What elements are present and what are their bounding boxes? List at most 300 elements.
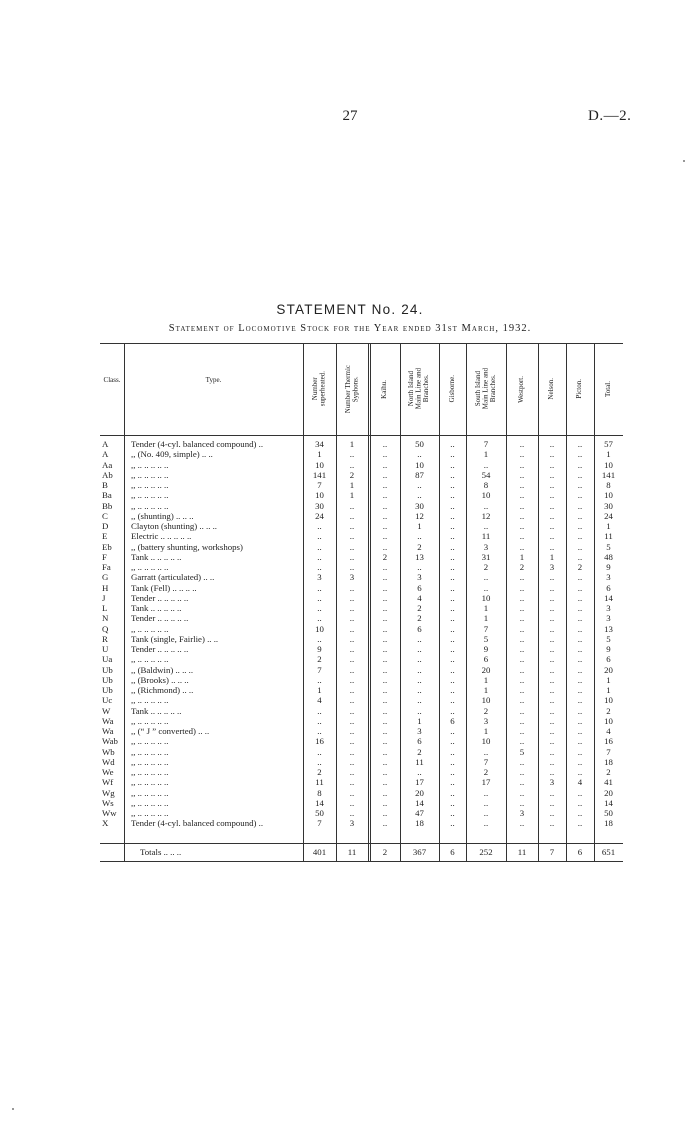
row-thermic: .. <box>349 582 355 593</box>
row-picton: .. <box>577 746 583 757</box>
row-class: Wf <box>102 777 114 788</box>
totals-label: Totals .. .. .. <box>140 847 182 857</box>
row-kaihu: .. <box>382 695 388 706</box>
row-picton: 2 <box>577 562 583 572</box>
row-kaihu: .. <box>382 449 388 460</box>
row-south-island: 7 <box>483 623 489 634</box>
row-kaihu: .. <box>382 685 388 695</box>
row-westport: .. <box>519 582 525 593</box>
row-class: A <box>102 449 109 460</box>
row-type: Electric .. .. .. .. .. <box>131 531 192 542</box>
row-nelson: .. <box>549 818 555 829</box>
row-type: ,, .. .. .. .. .. <box>131 756 169 767</box>
row-westport: .. <box>519 510 525 521</box>
row-type: ,, .. .. .. .. .. <box>131 695 169 706</box>
row-north-island: .. <box>417 449 422 460</box>
row-westport: .. <box>519 603 525 613</box>
row-thermic: .. <box>349 746 355 757</box>
table-row <box>100 706 623 716</box>
row-north-island: .. <box>417 531 422 542</box>
row-thermic: .. <box>349 767 355 777</box>
row-nelson: .. <box>549 715 555 726</box>
row-westport: .. <box>519 644 525 654</box>
table-row <box>100 736 623 746</box>
row-class: X <box>102 818 109 829</box>
row-thermic: 1 <box>349 490 355 501</box>
row-superheated: 10 <box>315 490 324 501</box>
row-gisborne: .. <box>450 521 455 531</box>
row-type: ,, (“ J ” converted) .. .. <box>131 726 210 736</box>
row-nelson: .. <box>549 613 555 624</box>
row-south-island: 2 <box>483 705 489 716</box>
table-row <box>100 583 623 593</box>
table-row <box>100 449 623 459</box>
row-westport: .. <box>519 654 525 665</box>
row-north-island: 3 <box>417 726 422 736</box>
row-north-island: 10 <box>415 459 424 470</box>
row-thermic: .. <box>349 777 355 788</box>
row-class: R <box>102 633 108 644</box>
row-gisborne: .. <box>450 685 455 695</box>
row-total: 18 <box>604 818 613 829</box>
row-gisborne: .. <box>450 531 455 542</box>
row-south-island: 1 <box>483 603 489 613</box>
row-nelson: .. <box>549 521 555 531</box>
row-north-island: 1 <box>417 521 422 531</box>
row-thermic: .. <box>349 726 355 736</box>
row-type: ,, (Richmond) .. .. <box>131 685 194 695</box>
row-picton: .. <box>577 469 583 480</box>
row-north-island: 30 <box>415 500 424 511</box>
row-superheated: 16 <box>315 736 324 747</box>
row-thermic: .. <box>349 654 355 665</box>
row-north-island: 20 <box>415 787 424 798</box>
row-thermic: .. <box>349 531 355 542</box>
row-north-island: 47 <box>415 808 424 818</box>
row-south-island: 1 <box>483 613 489 624</box>
table-row <box>100 603 623 613</box>
row-picton: .. <box>577 449 583 460</box>
row-nelson: .. <box>549 469 555 480</box>
row-south-island: 17 <box>481 777 491 788</box>
row-picton: .. <box>577 459 583 470</box>
row-nelson: .. <box>549 603 555 613</box>
row-south-island: .. <box>483 521 489 531</box>
row-westport: .. <box>519 633 525 644</box>
row-westport: .. <box>519 490 525 501</box>
row-north-island: 50 <box>415 439 424 449</box>
row-westport: .. <box>519 531 525 542</box>
row-gisborne: .. <box>450 808 455 818</box>
row-superheated: .. <box>317 592 322 603</box>
row-gisborne: .. <box>450 490 455 501</box>
row-westport: .. <box>519 705 525 716</box>
row-nelson: 3 <box>549 777 555 788</box>
row-type: Tank .. .. .. .. .. <box>131 603 182 613</box>
row-thermic: .. <box>349 541 355 552</box>
table-row <box>100 470 623 480</box>
row-nelson: .. <box>549 572 555 583</box>
row-kaihu: .. <box>382 480 388 490</box>
totals-nelson: 7 <box>549 847 555 857</box>
row-thermic: .. <box>349 521 355 531</box>
row-total: 4 <box>606 726 611 736</box>
row-north-island: .. <box>417 695 422 706</box>
table-header-rule <box>100 435 623 436</box>
totals-row <box>100 846 623 858</box>
row-north-island: 87 <box>415 469 424 480</box>
row-picton: .. <box>577 582 583 593</box>
totals-westport: 11 <box>517 847 527 857</box>
row-south-island: .. <box>483 818 489 829</box>
row-nelson: .. <box>549 674 555 685</box>
row-class: Wa <box>102 726 114 736</box>
row-south-island: 1 <box>483 449 489 460</box>
row-westport: .. <box>519 695 525 706</box>
row-kaihu: .. <box>382 562 388 572</box>
table-row <box>100 531 623 541</box>
row-type: ,, .. .. .. .. .. <box>131 500 169 511</box>
table-row <box>100 808 623 818</box>
row-kaihu: .. <box>382 582 388 593</box>
row-north-island: 11 <box>415 756 424 767</box>
row-class: Ba <box>102 490 112 501</box>
row-type: Tank .. .. .. .. .. <box>131 551 182 562</box>
row-class: H <box>102 582 109 593</box>
totals-superheated: 401 <box>312 847 327 857</box>
row-kaihu: .. <box>382 500 388 511</box>
row-class: G <box>102 572 109 583</box>
row-total: 10 <box>604 715 613 726</box>
table-row <box>100 624 623 634</box>
row-picton: .. <box>577 490 583 501</box>
row-gisborne: .. <box>450 633 455 644</box>
row-type: Tender .. .. .. .. .. <box>131 592 189 603</box>
row-thermic: .. <box>349 592 355 603</box>
row-thermic: .. <box>349 500 355 511</box>
row-north-island: 12 <box>415 510 424 521</box>
row-superheated: 1 <box>317 449 322 460</box>
row-type: ,, (battery shunting, workshops) <box>131 541 243 552</box>
row-south-island: 10 <box>481 736 491 747</box>
row-type: Clayton (shunting) .. .. .. <box>131 521 218 531</box>
row-thermic: 3 <box>349 818 355 829</box>
row-picton: .. <box>577 726 583 736</box>
row-total: 57 <box>604 439 613 449</box>
row-picton: .. <box>577 736 583 747</box>
table-row <box>100 788 623 798</box>
row-south-island: 54 <box>481 469 491 480</box>
row-thermic: 2 <box>349 469 355 480</box>
row-class: Q <box>102 623 109 634</box>
table-row <box>100 726 623 736</box>
row-kaihu: .. <box>382 490 388 501</box>
row-thermic: .. <box>349 797 355 808</box>
row-picton: .. <box>577 654 583 665</box>
row-kaihu: .. <box>382 756 388 767</box>
row-picton: .. <box>577 767 583 777</box>
row-total: 6 <box>606 582 611 593</box>
row-type: ,, .. .. .. .. .. <box>131 654 169 665</box>
header-superheated: Number superheated. <box>311 371 327 407</box>
row-superheated: 10 <box>315 623 324 634</box>
row-class: Wab <box>102 736 118 747</box>
row-type: Tank (Fell) .. .. .. .. <box>131 582 197 593</box>
row-westport: .. <box>519 767 525 777</box>
statement-subtitle: Statement of Locomotive Stock for the Year ended 31st March, 1932. <box>168 323 532 334</box>
row-nelson: .. <box>549 736 555 747</box>
table-row <box>100 490 623 500</box>
row-gisborne: .. <box>450 644 455 654</box>
row-north-island: .. <box>417 664 422 675</box>
row-class: Wb <box>102 746 115 757</box>
row-south-island: .. <box>483 787 489 798</box>
row-nelson: .. <box>549 746 555 757</box>
row-north-island: 1 <box>417 715 422 726</box>
row-total: 5 <box>606 541 611 552</box>
row-gisborne: .. <box>450 551 455 562</box>
row-total: 6 <box>606 654 611 665</box>
row-kaihu: .. <box>382 572 388 583</box>
row-nelson: .. <box>549 592 555 603</box>
row-thermic: .. <box>349 449 355 460</box>
row-superheated: 50 <box>315 808 324 818</box>
row-class: F <box>102 551 107 562</box>
row-class: Aa <box>102 459 113 470</box>
page-number: 27 <box>342 108 358 124</box>
row-superheated: .. <box>317 562 322 572</box>
row-superheated: .. <box>317 726 322 736</box>
table-row <box>100 613 623 623</box>
row-superheated: .. <box>317 551 322 562</box>
row-gisborne: .. <box>450 674 455 685</box>
row-picton: 4 <box>577 777 583 788</box>
header-south-island: South Island Main Line and Branches. <box>473 368 497 410</box>
table-row <box>100 665 623 675</box>
totals-gisborne: 6 <box>450 847 455 857</box>
row-total: 24 <box>604 510 613 521</box>
table-row <box>100 460 623 470</box>
row-kaihu: .. <box>382 623 388 634</box>
row-total: 10 <box>604 695 613 706</box>
row-superheated: 10 <box>315 459 324 470</box>
row-westport: .. <box>519 521 525 531</box>
locomotive-stock-table <box>100 340 623 864</box>
row-picton: .. <box>577 695 583 706</box>
row-total: 9 <box>606 644 611 654</box>
row-class: A <box>102 439 109 449</box>
row-thermic: .. <box>349 459 355 470</box>
row-superheated: 7 <box>317 480 322 490</box>
header-westport: Westport. <box>517 375 526 403</box>
row-westport: .. <box>519 469 525 480</box>
row-nelson: .. <box>549 633 555 644</box>
row-total: 13 <box>604 623 613 634</box>
row-picton: .. <box>577 551 583 562</box>
row-westport: 5 <box>519 746 525 757</box>
row-south-island: 2 <box>483 562 489 572</box>
row-superheated: 11 <box>315 777 324 788</box>
row-westport: .. <box>519 572 525 583</box>
row-nelson: .. <box>549 439 555 449</box>
row-picton: .. <box>577 818 583 829</box>
row-class: Ub <box>102 685 113 695</box>
row-superheated: 30 <box>315 500 324 511</box>
row-south-island: .. <box>483 797 489 808</box>
row-nelson: .. <box>549 797 555 808</box>
row-class: C <box>102 510 108 521</box>
row-westport: .. <box>519 715 525 726</box>
row-gisborne: .. <box>450 767 455 777</box>
row-south-island: 3 <box>483 715 489 726</box>
row-north-island: 18 <box>415 818 424 829</box>
row-westport: 2 <box>519 562 525 572</box>
table-row <box>100 798 623 808</box>
row-picton: .. <box>577 531 583 542</box>
row-total: 8 <box>606 480 611 490</box>
row-thermic: .. <box>349 685 355 695</box>
row-picton: .. <box>577 797 583 808</box>
row-south-island: .. <box>483 572 489 583</box>
row-gisborne: .. <box>450 572 455 583</box>
row-north-island: 6 <box>417 623 422 634</box>
table-row <box>100 572 623 582</box>
totals-north-island: 367 <box>412 847 427 857</box>
row-total: 3 <box>606 603 611 613</box>
row-type: Tank (single, Fairlie) .. .. <box>131 633 219 644</box>
row-south-island: 5 <box>483 633 489 644</box>
row-kaihu: .. <box>382 644 388 654</box>
row-thermic: .. <box>349 644 355 654</box>
row-picton: .. <box>577 521 583 531</box>
row-class: Ua <box>102 654 113 665</box>
row-westport: .. <box>519 459 525 470</box>
row-picton: .. <box>577 613 583 624</box>
row-nelson: .. <box>549 685 555 695</box>
row-type: Garratt (articulated) .. .. <box>131 572 215 583</box>
row-total: 20 <box>604 664 613 675</box>
row-picton: .. <box>577 633 583 644</box>
table-row <box>100 818 623 828</box>
row-south-island: 12 <box>481 510 491 521</box>
row-kaihu: .. <box>382 459 388 470</box>
row-picton: .. <box>577 756 583 767</box>
table-totals-rule <box>100 843 623 844</box>
table-row <box>100 439 623 449</box>
row-gisborne: .. <box>450 582 455 593</box>
table-row <box>100 716 623 726</box>
row-thermic: 1 <box>349 480 355 490</box>
row-thermic: .. <box>349 562 355 572</box>
row-kaihu: .. <box>382 777 388 788</box>
row-westport: .. <box>519 674 525 685</box>
row-picton: .. <box>577 603 583 613</box>
row-thermic: .. <box>349 674 355 685</box>
row-picton: .. <box>577 500 583 511</box>
row-north-island: .. <box>417 767 422 777</box>
scan-speck <box>12 1108 14 1110</box>
row-superheated: .. <box>317 674 322 685</box>
row-class: J <box>102 592 106 603</box>
row-total: 10 <box>604 490 613 501</box>
row-nelson: .. <box>549 654 555 665</box>
row-north-island: .. <box>417 562 422 572</box>
row-type: ,, (Brooks) .. .. .. <box>131 674 189 685</box>
row-thermic: .. <box>349 695 355 706</box>
row-kaihu: .. <box>382 787 388 798</box>
row-nelson: .. <box>549 623 555 634</box>
row-superheated: 7 <box>317 818 322 829</box>
row-south-island: .. <box>483 500 489 511</box>
row-nelson: .. <box>549 531 555 542</box>
row-type: Tender (4-cyl. balanced compound) .. <box>131 439 264 449</box>
row-thermic: .. <box>349 787 355 798</box>
header-nelson: Nelson. <box>547 378 556 400</box>
row-westport: .. <box>519 797 525 808</box>
row-type: ,, .. .. .. .. .. <box>131 767 169 777</box>
row-total: 3 <box>606 613 611 624</box>
row-type: ,, .. .. .. .. .. <box>131 459 169 470</box>
row-westport: .. <box>519 664 525 675</box>
row-class: Ab <box>102 469 113 480</box>
row-picton: .. <box>577 439 583 449</box>
row-kaihu: .. <box>382 654 388 665</box>
row-westport: 3 <box>519 808 525 818</box>
row-thermic: .. <box>349 510 355 521</box>
row-class: U <box>102 644 109 654</box>
table-row <box>100 675 623 685</box>
row-westport: 1 <box>519 551 525 562</box>
row-kaihu: .. <box>382 818 388 829</box>
row-type: ,, .. .. .. .. .. <box>131 797 169 808</box>
row-total: 141 <box>601 469 616 480</box>
row-picton: .. <box>577 623 583 634</box>
header-picton: Picton. <box>575 379 584 399</box>
row-south-island: .. <box>483 808 489 818</box>
row-nelson: 1 <box>549 551 555 562</box>
row-class: Fa <box>102 562 111 572</box>
table-row <box>100 767 623 777</box>
row-type: ,, (No. 409, simple) .. .. <box>131 449 213 460</box>
row-south-island: 7 <box>483 439 489 449</box>
row-westport: .. <box>519 787 525 798</box>
row-class: N <box>102 613 109 624</box>
row-class: Ww <box>102 808 117 818</box>
row-total: 14 <box>604 592 613 603</box>
row-kaihu: .. <box>382 633 388 644</box>
row-kaihu: .. <box>382 510 388 521</box>
row-picton: .. <box>577 787 583 798</box>
table-row <box>100 511 623 521</box>
row-thermic: .. <box>349 623 355 634</box>
row-south-island: 7 <box>483 756 489 767</box>
row-class: Eb <box>102 541 112 552</box>
row-kaihu: .. <box>382 603 388 613</box>
row-gisborne: .. <box>450 623 455 634</box>
row-nelson: .. <box>549 490 555 501</box>
row-south-island: 1 <box>483 685 489 695</box>
row-gisborne: .. <box>450 787 455 798</box>
row-gisborne: .. <box>450 510 455 521</box>
row-gisborne: .. <box>450 469 455 480</box>
row-westport: .. <box>519 613 525 624</box>
row-class: Wa <box>102 715 114 726</box>
row-westport: .. <box>519 500 525 511</box>
row-north-island: 6 <box>417 736 422 747</box>
row-thermic: .. <box>349 613 355 624</box>
row-superheated: .. <box>317 603 322 613</box>
row-total: 1 <box>606 521 611 531</box>
